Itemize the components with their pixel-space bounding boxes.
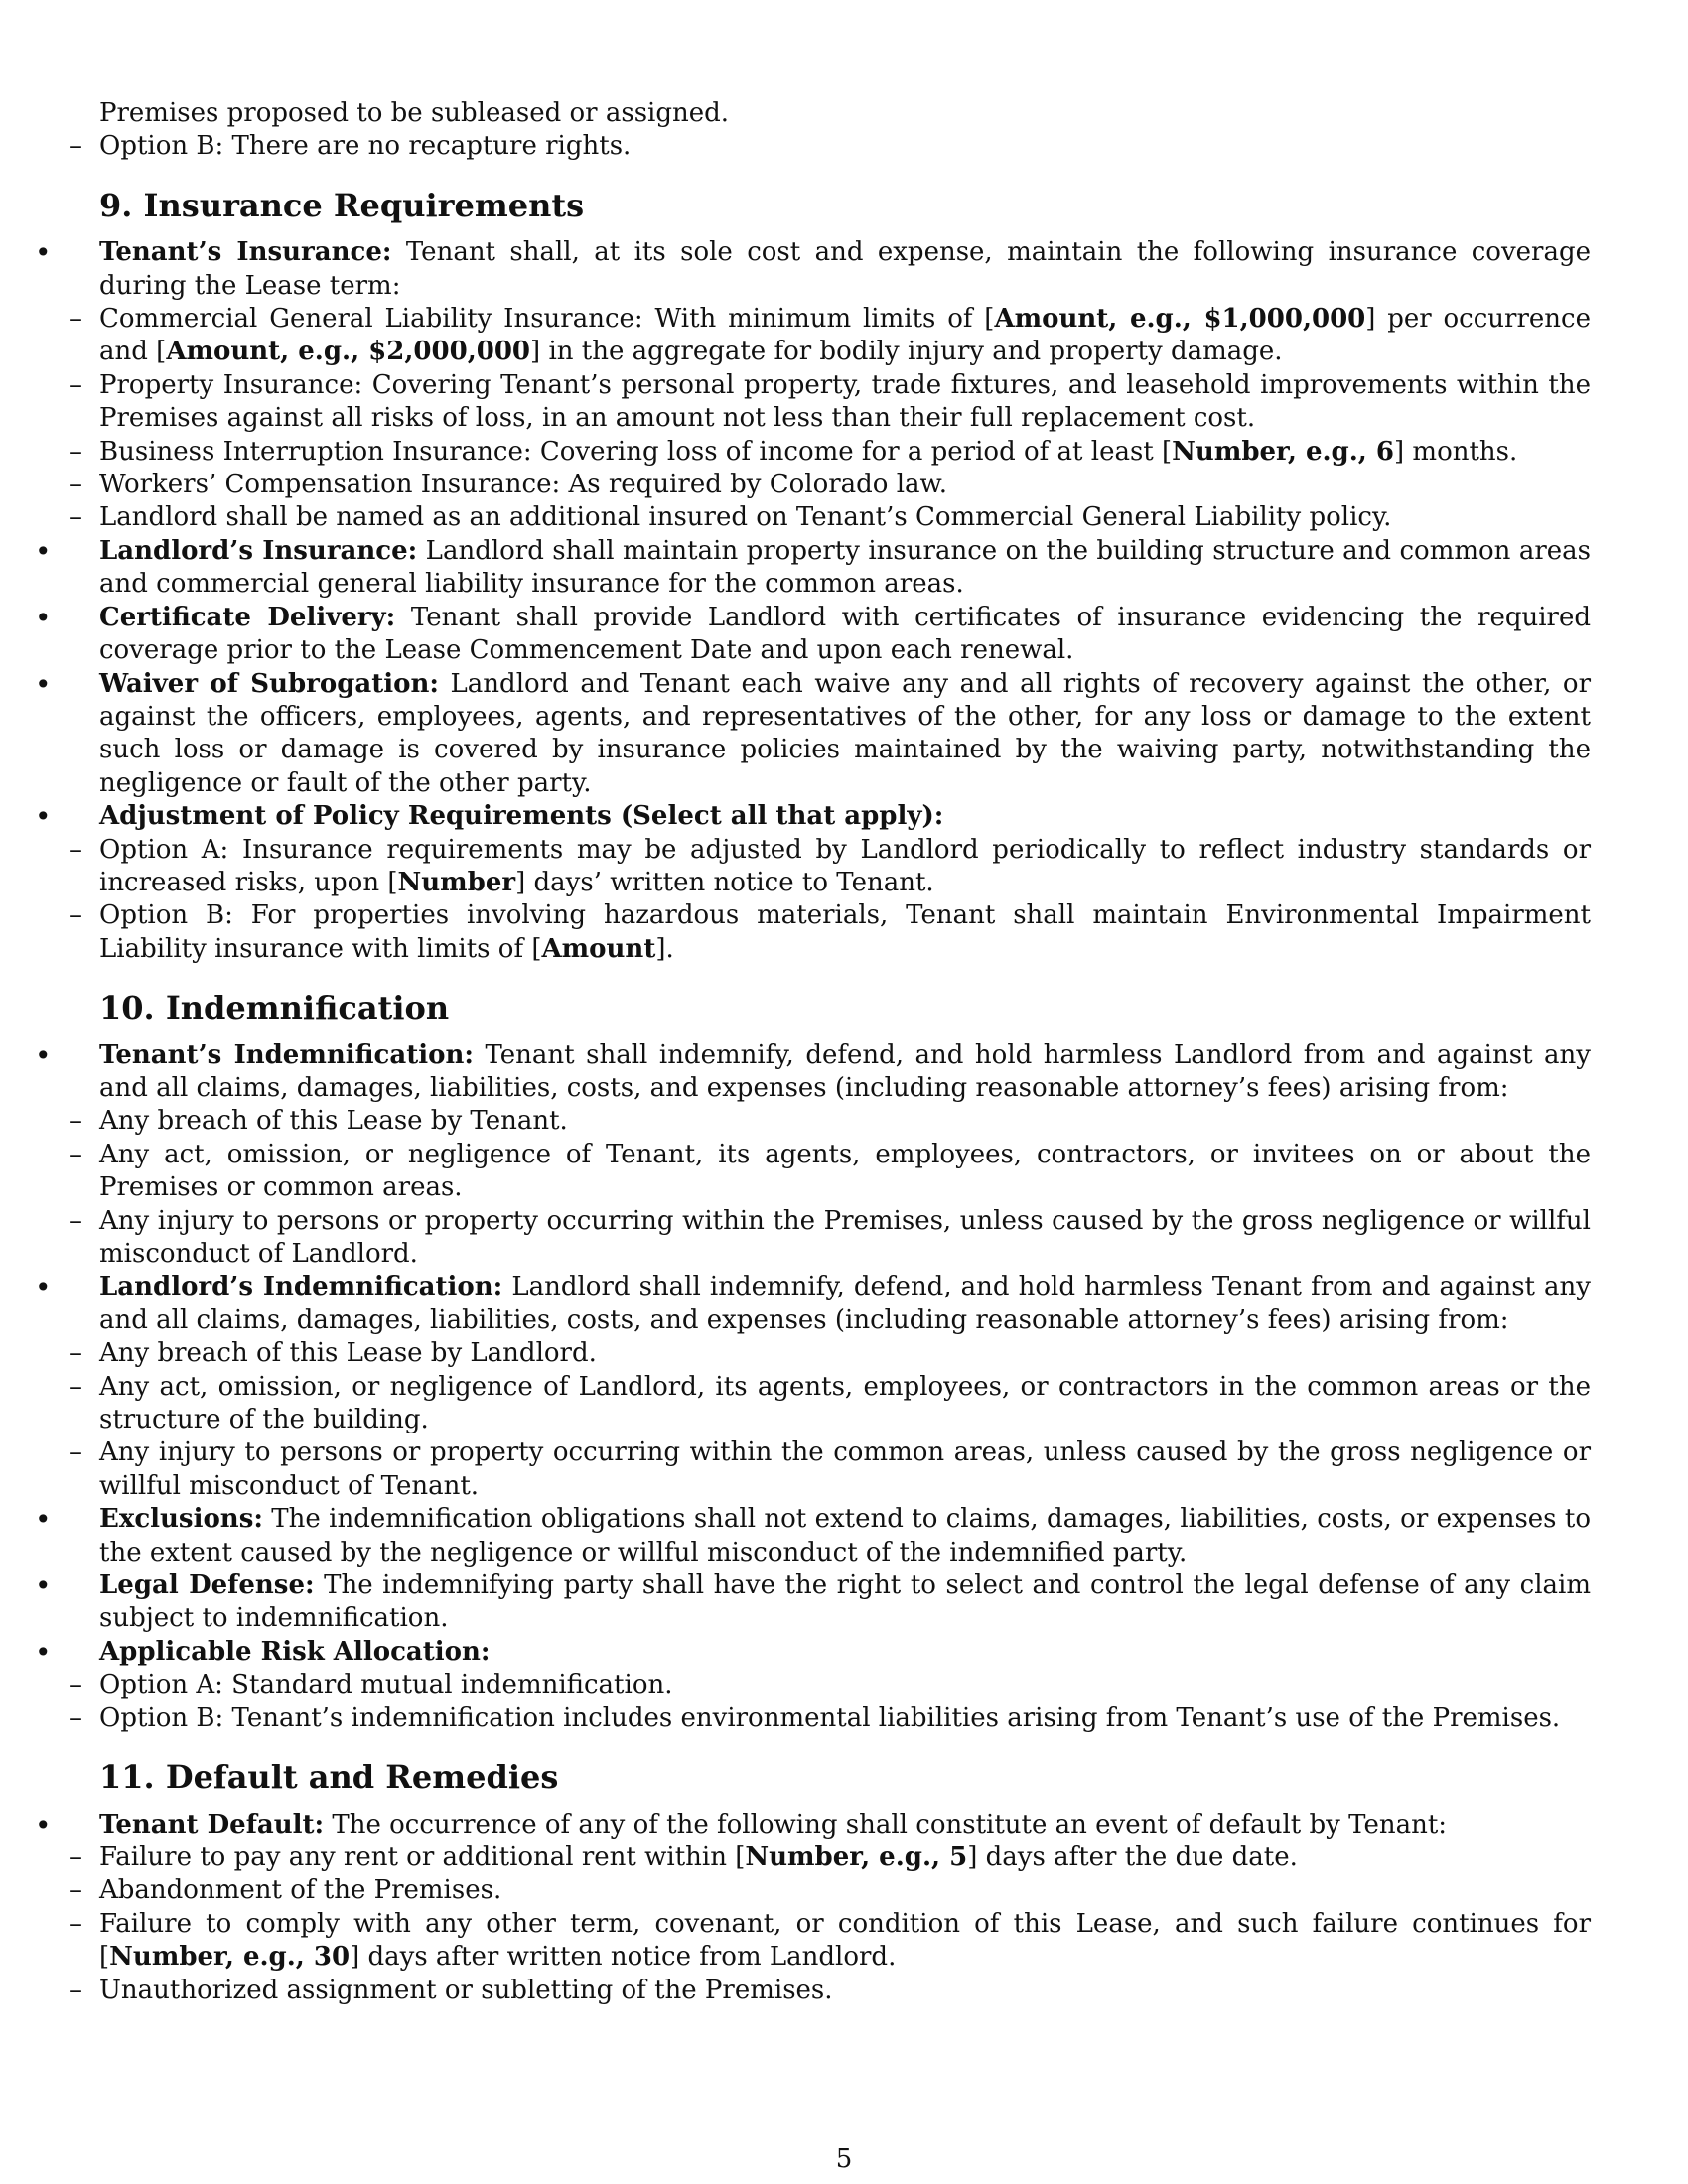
list-item-default-noncompliance: – Failure to comply with any other term, covenant, or condition of this Lease, and such failure continues for [Number, e.g., 30] days after written notice from Landlord.: [70, 1908, 1591, 1973]
list-item-landlord-insurance: • Landlord’s Insurance: Landlord shall maintain property insurance on the building structure and common areas and commercial general liability insurance for the common areas.: [35, 534, 1592, 600]
list-item-exclusions: • Exclusions: The indemnification obligations shall not extend to claims, damages, liabilities, costs, or expenses to the extent caused by the negligence or willful misconduct of the indemnified party.: [35, 1503, 1591, 1568]
list-item-waiver-subrogation: • Waiver of Subrogation: Landlord and Tenant each waive any and all rights of recovery against the other, or against the officers, employees, agents, and representatives of the other, for any loss or damage to the extent such loss or damage is covered by insurance policies maintained by the waiving party, notwithstanding the negligence or fault of the other party.: [35, 667, 1592, 798]
list-item-tenant-breach: – Any breach of this Lease by Tenant.: [70, 1106, 568, 1137]
section-title-indemnification: 10. Indemnification: [99, 989, 450, 1027]
list-item-tenant-indemnification: • Tenant’s Indemnification: Tenant shall indemnify, defend, and hold harmless Landlord from and against any and all claims, damages, liabilities, costs, and expenses (including reasonable attorney’s fees) arising from:: [35, 1038, 1591, 1103]
list-item-risk-allocation: • Applicable Risk Allocation:: [35, 1635, 491, 1669]
list-item-adjustment-option-a: – Option A: Insurance requirements may be adjusted by Landlord periodically to reflect industry standards or increased risks, upon [Number] days’ written notice to Tenant.: [70, 834, 1591, 897]
list-item-tenant-negligence: – Any act, omission, or negligence of Tenant, its agents, employees, contractors, or invitees on or about the Premises or common areas.: [70, 1139, 1591, 1203]
list-item-risk-option-b: – Option B: Tenant’s indemnification includes environmental liabilities arising from Tenant’s use of the Premises.: [70, 1703, 1561, 1733]
list-item-tenant-insurance: • Tenant’s Insurance: Tenant shall, at its sole cost and expense, maintain the following insurance coverage during the Lease term:: [35, 236, 1591, 301]
list-item-business-interruption: – Business Interruption Insurance: Covering loss of income for a period of at least [Number, e.g., 6] months.: [70, 436, 1518, 467]
carryover-line: Premises proposed to be subleased or assigned.: [99, 98, 730, 128]
list-item-cgl: – Commercial General Liability Insurance: With minimum limits of [Amount, e.g., $1,000,000] per occurrence and [Amount, e.g., $2,000,000] in the aggregate for bodily injury and property damage.: [70, 304, 1591, 367]
list-item-landlord-negligence: – Any act, omission, or negligence of Landlord, its agents, employees, or contractors in the common areas or the structure of the building.: [70, 1371, 1591, 1435]
list-item-adjustment: • Adjustment of Policy Requirements (Select all that apply):: [35, 800, 944, 834]
list-item-workers-comp: – Workers’ Compensation Insurance: As required by Colorado law.: [70, 470, 947, 500]
list-item-tenant-injury: – Any injury to persons or property occurring within the Premises, unless caused by the gross negligence or willful misconduct of Landlord.: [70, 1205, 1591, 1269]
list-item-tenant-default: • Tenant Default: The occurrence of any of the following shall constitute an event of default by Tenant:: [35, 1808, 1448, 1842]
list-item-legal-defense: • Legal Defense: The indemnifying party shall have the right to select and control the legal defense of any claim subject to indemnification.: [35, 1570, 1591, 1634]
list-item-landlord-injury: – Any injury to persons or property occurring within the common areas, unless caused by the gross negligence or willful misconduct of Tenant.: [70, 1437, 1591, 1501]
list-item-certificate-delivery: • Certificate Delivery: Tenant shall provide Landlord with certificates of insurance evidencing the required coverage prior to the Lease Commencement Date and upon each renewal.: [35, 601, 1591, 666]
list-item-default-assignment: – Unauthorized assignment or subletting of the Premises.: [70, 1975, 833, 2005]
list-item-risk-option-a: – Option A: Standard mutual indemnification.: [70, 1670, 673, 1701]
section-title-insurance: 9. Insurance Requirements: [99, 186, 585, 224]
list-item-adjustment-option-b: – Option B: For properties involving hazardous materials, Tenant shall maintain Environmental Impairment Liability insurance with limits of [Amount].: [70, 900, 1591, 964]
list-item-property-insurance: – Property Insurance: Covering Tenant’s personal property, trade fixtures, and leasehold improvements within the Premises against all risks of loss, in an amount not less than their full replacement cost.: [70, 369, 1591, 434]
list-item-additional-insured: – Landlord shall be named as an additional insured on Tenant’s Commercial General Liability policy.: [70, 502, 1392, 533]
list-item-default-rent: – Failure to pay any rent or additional rent within [Number, e.g., 5] days after the due date.: [70, 1842, 1298, 1872]
section-title-default: 11. Default and Remedies: [99, 1758, 559, 1797]
page-number: 5: [835, 2144, 853, 2174]
list-item-default-abandonment: – Abandonment of the Premises.: [70, 1875, 502, 1906]
list-item-landlord-breach: – Any breach of this Lease by Landlord.: [70, 1338, 597, 1369]
list-item-landlord-indemnification: • Landlord’s Indemnification: Landlord shall indemnify, defend, and hold harmless Tenant from and against any and all claims, damages, liabilities, costs, and expenses (including reasonable attorney’s fees) arising from:: [35, 1271, 1591, 1335]
document-page: [35, 97, 1592, 2007]
list-item-option-b-recapture: – Option B: There are no recapture rights.: [70, 131, 632, 162]
